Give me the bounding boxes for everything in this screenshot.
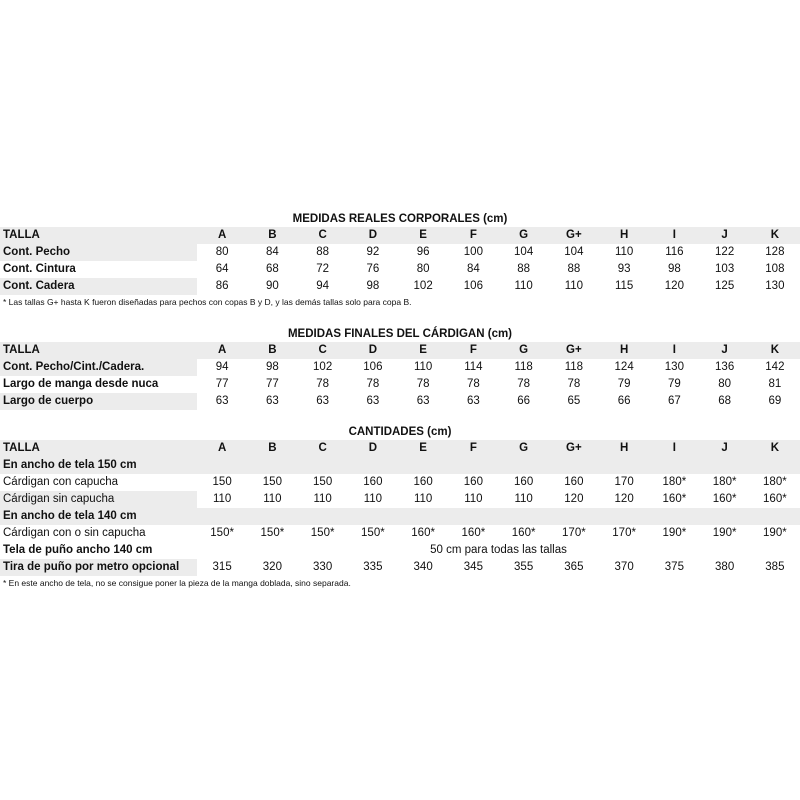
- size-header-cell: E: [398, 342, 448, 359]
- quantities-note: * En este ancho de tela, no se consigue poner la pieza de la manga doblada, sino separada.: [3, 578, 351, 588]
- value-cell: 98: [366, 280, 380, 292]
- value-cell: 375: [664, 561, 684, 573]
- size-header-cell: D: [348, 342, 398, 359]
- value-cell: 124: [614, 361, 634, 373]
- size-header-cell: A: [197, 342, 247, 359]
- value-cell: 150: [212, 476, 232, 488]
- size-header-cell: A: [197, 440, 247, 457]
- value-cell: 160*: [511, 527, 536, 539]
- cuff-fabric-row: [0, 542, 800, 559]
- body-measurements-title: MEDIDAS REALES CORPORALES (cm): [292, 213, 508, 225]
- size-header-cell: A: [197, 227, 247, 244]
- value-cell: 69: [768, 395, 782, 407]
- value-cell: 110: [413, 493, 433, 505]
- value-cell: 77: [265, 378, 279, 390]
- value-cell: 170*: [612, 527, 636, 539]
- value-cell: 110: [212, 493, 232, 505]
- value-cell: 63: [316, 395, 330, 407]
- body-measure-row: [0, 278, 800, 295]
- value-cell: 150*: [260, 527, 285, 539]
- value-cell: 72: [316, 263, 330, 275]
- value-cell: 80: [416, 263, 430, 275]
- value-cell: 115: [614, 280, 634, 292]
- cardigan-measure-row: [0, 393, 800, 410]
- row-label: Largo de manga desde nuca: [3, 378, 159, 390]
- quantities-section: [0, 424, 800, 590]
- size-header-cell: G: [499, 440, 549, 457]
- value-cell: 385: [765, 561, 785, 573]
- value-cell: 110: [564, 280, 584, 292]
- value-cell: 78: [517, 378, 531, 390]
- value-cell: 94: [215, 361, 229, 373]
- value-cell: 110: [413, 361, 433, 373]
- size-header-cell: F: [448, 227, 498, 244]
- value-cell: 110: [464, 493, 483, 505]
- value-cell: 64: [215, 263, 229, 275]
- value-cell: 355: [514, 561, 534, 573]
- size-header-cell: K: [750, 440, 800, 457]
- value-cell: 320: [262, 561, 282, 573]
- value-cell: 128: [765, 246, 785, 258]
- row-label: Tela de puño ancho 140 cm: [3, 544, 153, 556]
- value-cell: 122: [715, 246, 735, 258]
- row-label: Cont. Pecho/Cint./Cadera.: [0, 359, 197, 376]
- value-cell: 102: [313, 361, 333, 373]
- value-cell: 104: [514, 246, 534, 258]
- size-header-cell: B: [247, 440, 297, 457]
- body-measurements-section: [0, 211, 800, 309]
- group-label: En ancho de tela 150 cm: [0, 457, 800, 474]
- size-header-cell: E: [398, 227, 448, 244]
- value-cell: 68: [718, 395, 732, 407]
- body-measure-row: [0, 261, 800, 278]
- value-cell: 160: [413, 476, 433, 488]
- size-header-cell: G+: [549, 227, 599, 244]
- all-sizes-text: 50 cm para todas las tallas: [430, 544, 567, 556]
- cuff-strip-row: [0, 559, 800, 576]
- value-cell: 103: [715, 263, 735, 275]
- value-cell: 67: [667, 395, 681, 407]
- size-header-cell: H: [599, 342, 649, 359]
- value-cell: 116: [665, 246, 684, 258]
- value-cell: 78: [316, 378, 330, 390]
- value-cell: 76: [366, 263, 380, 275]
- header-label: TALLA: [0, 440, 197, 457]
- value-cell: 81: [768, 378, 782, 390]
- value-cell: 136: [715, 361, 735, 373]
- size-header-cell: E: [398, 440, 448, 457]
- size-header-cell: I: [649, 440, 699, 457]
- value-cell: 90: [265, 280, 279, 292]
- cardigan-measure-row: [0, 376, 800, 393]
- value-cell: 160*: [461, 527, 486, 539]
- value-cell: 150*: [310, 527, 335, 539]
- body-measurements-note: * Las tallas G+ hasta K fueron diseñadas para pechos con copas B y D, y las demás tallas solo para copa B.: [3, 297, 412, 307]
- quantity-row: [0, 491, 800, 508]
- group-row-150: [0, 457, 800, 474]
- size-header-cell: G+: [549, 440, 599, 457]
- value-cell: 96: [416, 246, 430, 258]
- size-header-cell: K: [750, 227, 800, 244]
- cardigan-measure-row: [0, 359, 800, 376]
- cardigan-measurements-section: [0, 326, 800, 410]
- value-cell: 180*: [763, 476, 787, 488]
- value-cell: 160*: [411, 527, 435, 539]
- value-cell: 79: [667, 378, 681, 390]
- value-cell: 110: [313, 493, 332, 505]
- size-header-cell: F: [448, 342, 498, 359]
- value-cell: 160*: [712, 493, 737, 505]
- value-cell: 106: [363, 361, 383, 373]
- value-cell: 79: [617, 378, 631, 390]
- size-header-cell: B: [247, 227, 297, 244]
- row-label: Cárdigan con o sin capucha: [3, 527, 146, 539]
- value-cell: 125: [715, 280, 735, 292]
- value-cell: 170*: [562, 527, 586, 539]
- header-row: [0, 440, 800, 457]
- value-cell: 88: [316, 246, 330, 258]
- cardigan-measurements-title: MEDIDAS FINALES DEL CÁRDIGAN (cm): [287, 328, 513, 340]
- value-cell: 93: [617, 263, 631, 275]
- quantity-row: [0, 474, 800, 491]
- value-cell: 88: [517, 263, 531, 275]
- size-header-cell: C: [298, 342, 348, 359]
- value-cell: 98: [667, 263, 681, 275]
- value-cell: 108: [765, 263, 785, 275]
- value-cell: 80: [215, 246, 229, 258]
- group-label: En ancho de tela 140 cm: [0, 508, 800, 525]
- value-cell: 86: [215, 280, 229, 292]
- value-cell: 345: [463, 561, 483, 573]
- value-cell: 68: [265, 263, 279, 275]
- value-cell: 104: [564, 246, 584, 258]
- value-cell: 160: [463, 476, 483, 488]
- value-cell: 65: [567, 395, 581, 407]
- size-header-cell: C: [298, 440, 348, 457]
- value-cell: 160: [564, 476, 584, 488]
- row-label: Cont. Pecho: [0, 244, 197, 261]
- value-cell: 78: [416, 378, 430, 390]
- body-measurements-table: [0, 227, 800, 295]
- size-header-cell: F: [448, 440, 498, 457]
- value-cell: 114: [464, 361, 483, 373]
- row-label: Cárdigan sin capucha: [0, 491, 197, 508]
- value-cell: 84: [466, 263, 480, 275]
- value-cell: 88: [567, 263, 581, 275]
- value-cell: 98: [265, 361, 279, 373]
- value-cell: 110: [514, 280, 533, 292]
- value-cell: 77: [215, 378, 229, 390]
- size-header-cell: G: [499, 227, 549, 244]
- value-cell: 78: [567, 378, 581, 390]
- quantity-row: [0, 525, 800, 542]
- value-cell: 78: [366, 378, 380, 390]
- value-cell: 150*: [361, 527, 385, 539]
- size-header-cell: H: [599, 440, 649, 457]
- size-header-cell: H: [599, 227, 649, 244]
- size-header-cell: B: [247, 342, 297, 359]
- value-cell: 340: [413, 561, 433, 573]
- value-cell: 330: [313, 561, 333, 573]
- size-header-cell: K: [750, 342, 800, 359]
- value-cell: 130: [664, 361, 684, 373]
- size-header-cell: G+: [549, 342, 599, 359]
- size-header-cell: D: [348, 227, 398, 244]
- value-cell: 100: [463, 246, 483, 258]
- value-cell: 66: [617, 395, 631, 407]
- value-cell: 190*: [712, 527, 737, 539]
- value-cell: 118: [514, 361, 533, 373]
- value-cell: 150: [313, 476, 333, 488]
- value-cell: 150*: [210, 527, 234, 539]
- value-cell: 102: [413, 280, 433, 292]
- value-cell: 118: [564, 361, 584, 373]
- cardigan-measurements-table: [0, 342, 800, 410]
- value-cell: 370: [614, 561, 634, 573]
- value-cell: 66: [517, 395, 531, 407]
- value-cell: 190*: [662, 527, 687, 539]
- size-header-cell: I: [649, 227, 699, 244]
- header-row: [0, 342, 800, 359]
- value-cell: 160: [514, 476, 534, 488]
- header-row: [0, 227, 800, 244]
- value-cell: 110: [514, 493, 533, 505]
- value-cell: 160*: [662, 493, 687, 505]
- size-header-cell: J: [700, 440, 750, 457]
- value-cell: 380: [715, 561, 735, 573]
- row-label: Cont. Cadera: [0, 278, 197, 295]
- size-header-cell: J: [700, 227, 750, 244]
- size-header-cell: D: [348, 440, 398, 457]
- value-cell: 365: [564, 561, 584, 573]
- value-cell: 120: [614, 493, 634, 505]
- value-cell: 63: [215, 395, 229, 407]
- value-cell: 80: [718, 378, 732, 390]
- quantities-table: [0, 440, 800, 576]
- size-header-cell: I: [649, 342, 699, 359]
- value-cell: 160*: [763, 493, 787, 505]
- body-measure-row: [0, 244, 800, 261]
- row-label: Cont. Cintura: [3, 263, 76, 275]
- value-cell: 84: [265, 246, 279, 258]
- group-row-140: [0, 508, 800, 525]
- value-cell: 180*: [712, 476, 737, 488]
- row-label: Cárdigan con capucha: [3, 476, 119, 488]
- value-cell: 150: [262, 476, 282, 488]
- value-cell: 63: [366, 395, 380, 407]
- value-cell: 106: [463, 280, 483, 292]
- size-header-cell: J: [700, 342, 750, 359]
- header-label: TALLA: [0, 227, 197, 244]
- value-cell: 120: [664, 280, 684, 292]
- quantities-title: CANTIDADES (cm): [348, 426, 452, 438]
- row-label: Tira de puño por metro opcional: [0, 559, 197, 576]
- value-cell: 63: [466, 395, 480, 407]
- header-label: TALLA: [0, 342, 197, 359]
- value-cell: 120: [564, 493, 584, 505]
- value-cell: 142: [765, 361, 785, 373]
- value-cell: 315: [212, 561, 232, 573]
- value-cell: 190*: [763, 527, 787, 539]
- value-cell: 170: [614, 476, 634, 488]
- value-cell: 130: [765, 280, 785, 292]
- value-cell: 180*: [662, 476, 687, 488]
- value-cell: 110: [263, 493, 282, 505]
- value-cell: 63: [416, 395, 430, 407]
- value-cell: 110: [614, 246, 634, 258]
- size-header-cell: G: [499, 342, 549, 359]
- value-cell: 335: [363, 561, 383, 573]
- row-label: Largo de cuerpo: [0, 393, 197, 410]
- value-cell: 110: [363, 493, 383, 505]
- value-cell: 78: [466, 378, 480, 390]
- value-cell: 92: [366, 246, 380, 258]
- value-cell: 63: [265, 395, 279, 407]
- value-cell: 94: [316, 280, 330, 292]
- value-cell: 160: [363, 476, 383, 488]
- size-header-cell: C: [298, 227, 348, 244]
